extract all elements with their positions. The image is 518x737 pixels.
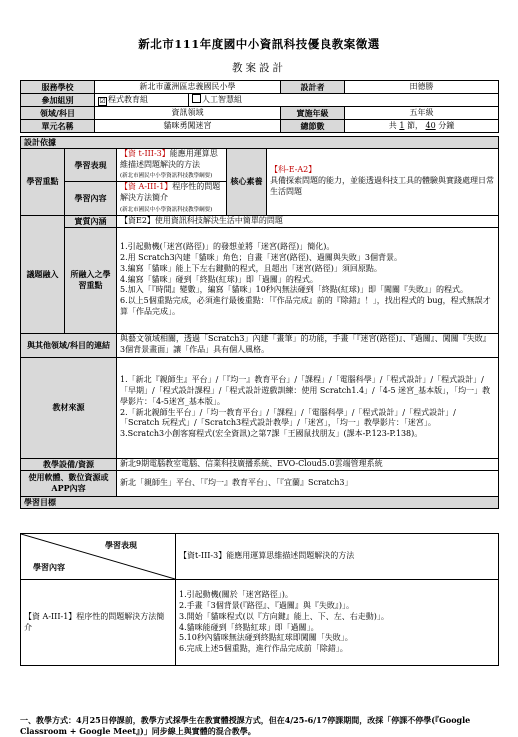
list-item: 1.引起動機(關於「迷宮路徑」)。 bbox=[179, 590, 293, 600]
goals-list bbox=[176, 580, 499, 666]
connect-text: 與藝文領域相關，透過「Scratch3」內建「畫筆」的功能，手畫「『迷宮(路徑)』、『過關』、闖關『失敗』3個背景畫面」讓「作品」具有個人風格。 bbox=[117, 333, 499, 357]
group-option-ai-label: 人工智慧組 bbox=[202, 95, 242, 105]
list-item: 3.編寫「貓咪」能上下左右鍵動的程式，且超出「迷宮(路徑)」須回原點。 bbox=[120, 263, 382, 273]
basis-header: 設計依據 bbox=[21, 137, 499, 149]
performance-code: 【資 t-III-3】 bbox=[120, 148, 170, 158]
grade-label: 實施年級 bbox=[281, 107, 345, 120]
performance-cell bbox=[117, 148, 227, 181]
list-item: 6.以上5個重點完成，必須進行最後重點：「『作品完成』前的『除錯』！」，找出程式的 bug，程式無誤才算「作品完成」。 bbox=[120, 296, 491, 317]
list-item: 5.10秒內貓咪無法碰到終點紅球即闖關「失敗」。 bbox=[179, 633, 353, 643]
school-label: 服務學校 bbox=[21, 81, 95, 94]
total-label: 總節數 bbox=[281, 120, 345, 133]
designer-label: 設計者 bbox=[281, 81, 345, 94]
total-mid: 節， bbox=[406, 120, 423, 130]
page-subtitle: 教案設計 bbox=[232, 62, 286, 74]
total-prefix: 共 bbox=[388, 120, 397, 130]
total-minutes: 40 bbox=[425, 120, 436, 130]
core-cell bbox=[267, 148, 499, 215]
core-text: 具備探索問題的能力，並能透過科技工具的體驗與實踐處理日常生活問題 bbox=[270, 176, 494, 197]
list-item: 2.用 Scratch3內建「貓咪」角色；自畫「迷宮(路徑)、過關與失敗」3個背景。 bbox=[120, 253, 402, 263]
list-item: 3.開始「貓咪程式(以『方向鍵』能上、下、左、右走動)」。 bbox=[179, 611, 389, 621]
unit-value: 貓咪勇闖迷宮 bbox=[95, 120, 281, 133]
total-suffix: 分鐘 bbox=[438, 120, 455, 130]
goals-content-label: 學習內容 bbox=[33, 562, 65, 573]
group-option-ai[interactable] bbox=[189, 94, 499, 107]
goals-content-text: 【資 A-III-1】程序性的問題解決方法簡介 bbox=[21, 580, 176, 666]
source-label: 教材來源 bbox=[21, 357, 117, 458]
content-code: 【資 A-III-1】 bbox=[120, 182, 173, 192]
content-cell bbox=[117, 182, 227, 215]
total-value bbox=[345, 120, 499, 133]
content-label: 學習內容 bbox=[65, 182, 117, 215]
domain-label: 領域/科目 bbox=[21, 107, 95, 120]
equip-label: 教學設備/資源 bbox=[21, 458, 117, 470]
group-option-program-label: 程式教育組 bbox=[108, 94, 148, 104]
goals-perf-text: 【資t-III-3】能應用運算思維描述問題解決的方法 bbox=[176, 534, 499, 580]
group-label: 參加組別 bbox=[21, 94, 95, 107]
unit-label: 單元名稱 bbox=[21, 120, 95, 133]
fusion-list bbox=[117, 227, 499, 333]
software-text: 新北「親師生」平台、「『均一』教育平台」、「『宜蘭』Scratch3」 bbox=[117, 470, 499, 496]
connect-label: 與其他領域/科目的連結 bbox=[21, 333, 117, 357]
list-item: 4.貓咪能碰到「終點紅球」即「過關」。 bbox=[179, 622, 319, 632]
list-item: 5.加入「『時間』變數」，編寫「貓咪」10秒內無法碰到「終點(紅球)」即「闖關『失敗』」的程式。 bbox=[120, 285, 469, 295]
checkbox-unchecked-icon[interactable] bbox=[192, 94, 201, 103]
info-table bbox=[20, 80, 499, 133]
total-sessions: 1 bbox=[399, 120, 405, 130]
list-item: 2.手畫「3個背景(『路徑』、『過關』與『失敗』)」。 bbox=[179, 600, 354, 610]
list-item: 1.引起動機(「迷宮(路徑)」的發想並將「迷宮(路徑)」簡化)。 bbox=[120, 242, 335, 252]
software-label: 使用軟體、數位資源或APP內容 bbox=[21, 470, 117, 496]
learning-focus-label: 學習重點 bbox=[21, 148, 65, 215]
list-item: 3.Scratch3小創客寫程式(宏全資訊)之第7課「王國鼠找朋友」(課本-P.123-P.138)。 bbox=[120, 429, 423, 439]
content-text: 程序性的問題解決方法簡介 bbox=[120, 182, 221, 202]
goals-perf-label: 學習表現 bbox=[105, 540, 137, 550]
performance-text: 能應用運算思維描述問題解決的方法 bbox=[120, 148, 218, 169]
school-value: 新北市蘆洲區忠義國民小學 bbox=[95, 81, 281, 94]
list-item: 1.「新北『親師生』平台」/「『均一』教育平台」/「課程」/「電腦科學」/「程式設計」/「程式設計」/「早期」/「程式設計課程」/「程式設計遊戲訓練：使用 Scratch1.4」/「4-5 迷宮_基本版」，「均一」教學影片：「4-5迷宮_基本版」。 bbox=[120, 375, 491, 406]
issue-label: 議題融入 bbox=[21, 215, 65, 333]
list-item: 4.編寫「貓咪」碰到「終點(紅球)」即「過關」的程式。 bbox=[120, 274, 318, 284]
teaching-method-note: 一、教學方式：4月25日停課前，教學方式採學生在教實體授課方式，但在4/25-6/17停課期間，改採「停課不停學(『Google Classroom + Google Meet』)」同步線上與實體的混合教學。 bbox=[20, 715, 471, 736]
content-source: (新北市國民中小學資訊科技教學綱要) bbox=[120, 206, 213, 213]
substance-text: 【資E2】使用資訊科技解決生活中簡單的問題 bbox=[117, 215, 499, 227]
core-code: 【科-E-A2】 bbox=[270, 165, 317, 175]
designer-value: 田德勝 bbox=[345, 81, 499, 94]
source-list bbox=[117, 357, 499, 458]
substance-label: 實質內涵 bbox=[65, 215, 117, 227]
fusion-label: 所融入之學習重點 bbox=[65, 227, 117, 333]
domain-value: 資訊領域 bbox=[95, 107, 281, 120]
page-title: 新北市111年度國中小資訊科技優良教案徵選 bbox=[138, 37, 380, 51]
performance-label: 學習表現 bbox=[65, 148, 117, 181]
checkbox-checked-icon[interactable]: ☑ bbox=[99, 96, 106, 105]
group-option-program[interactable] bbox=[95, 94, 189, 107]
list-item: 6.完成上述5個重點，進行作品完成前「除錯」。 bbox=[179, 644, 348, 654]
grade-value: 五年級 bbox=[345, 107, 499, 120]
list-item: 2.「新北親師生平台」/「均一教育平台」/「課程」/「電腦科學」/「程式設計」/「程式設計」/「Scratch 玩程式」/「Scratch3程式設計教學」/「迷宮」，「均一」教學影片：「迷宮」。 bbox=[120, 407, 456, 428]
goals-header: 學習目標 bbox=[21, 496, 499, 508]
goals-table bbox=[20, 533, 499, 666]
basis-table bbox=[20, 136, 499, 509]
core-label: 核心素養 bbox=[227, 148, 267, 215]
equip-text: 新北9期電腦教室電腦、信業科技廣播系統、EVO-Cloud5.0雲端管理系統 bbox=[117, 458, 499, 470]
goals-diagonal-header bbox=[21, 534, 176, 580]
performance-source: (新北市國民中小學資訊科技教學綱要) bbox=[120, 173, 213, 180]
